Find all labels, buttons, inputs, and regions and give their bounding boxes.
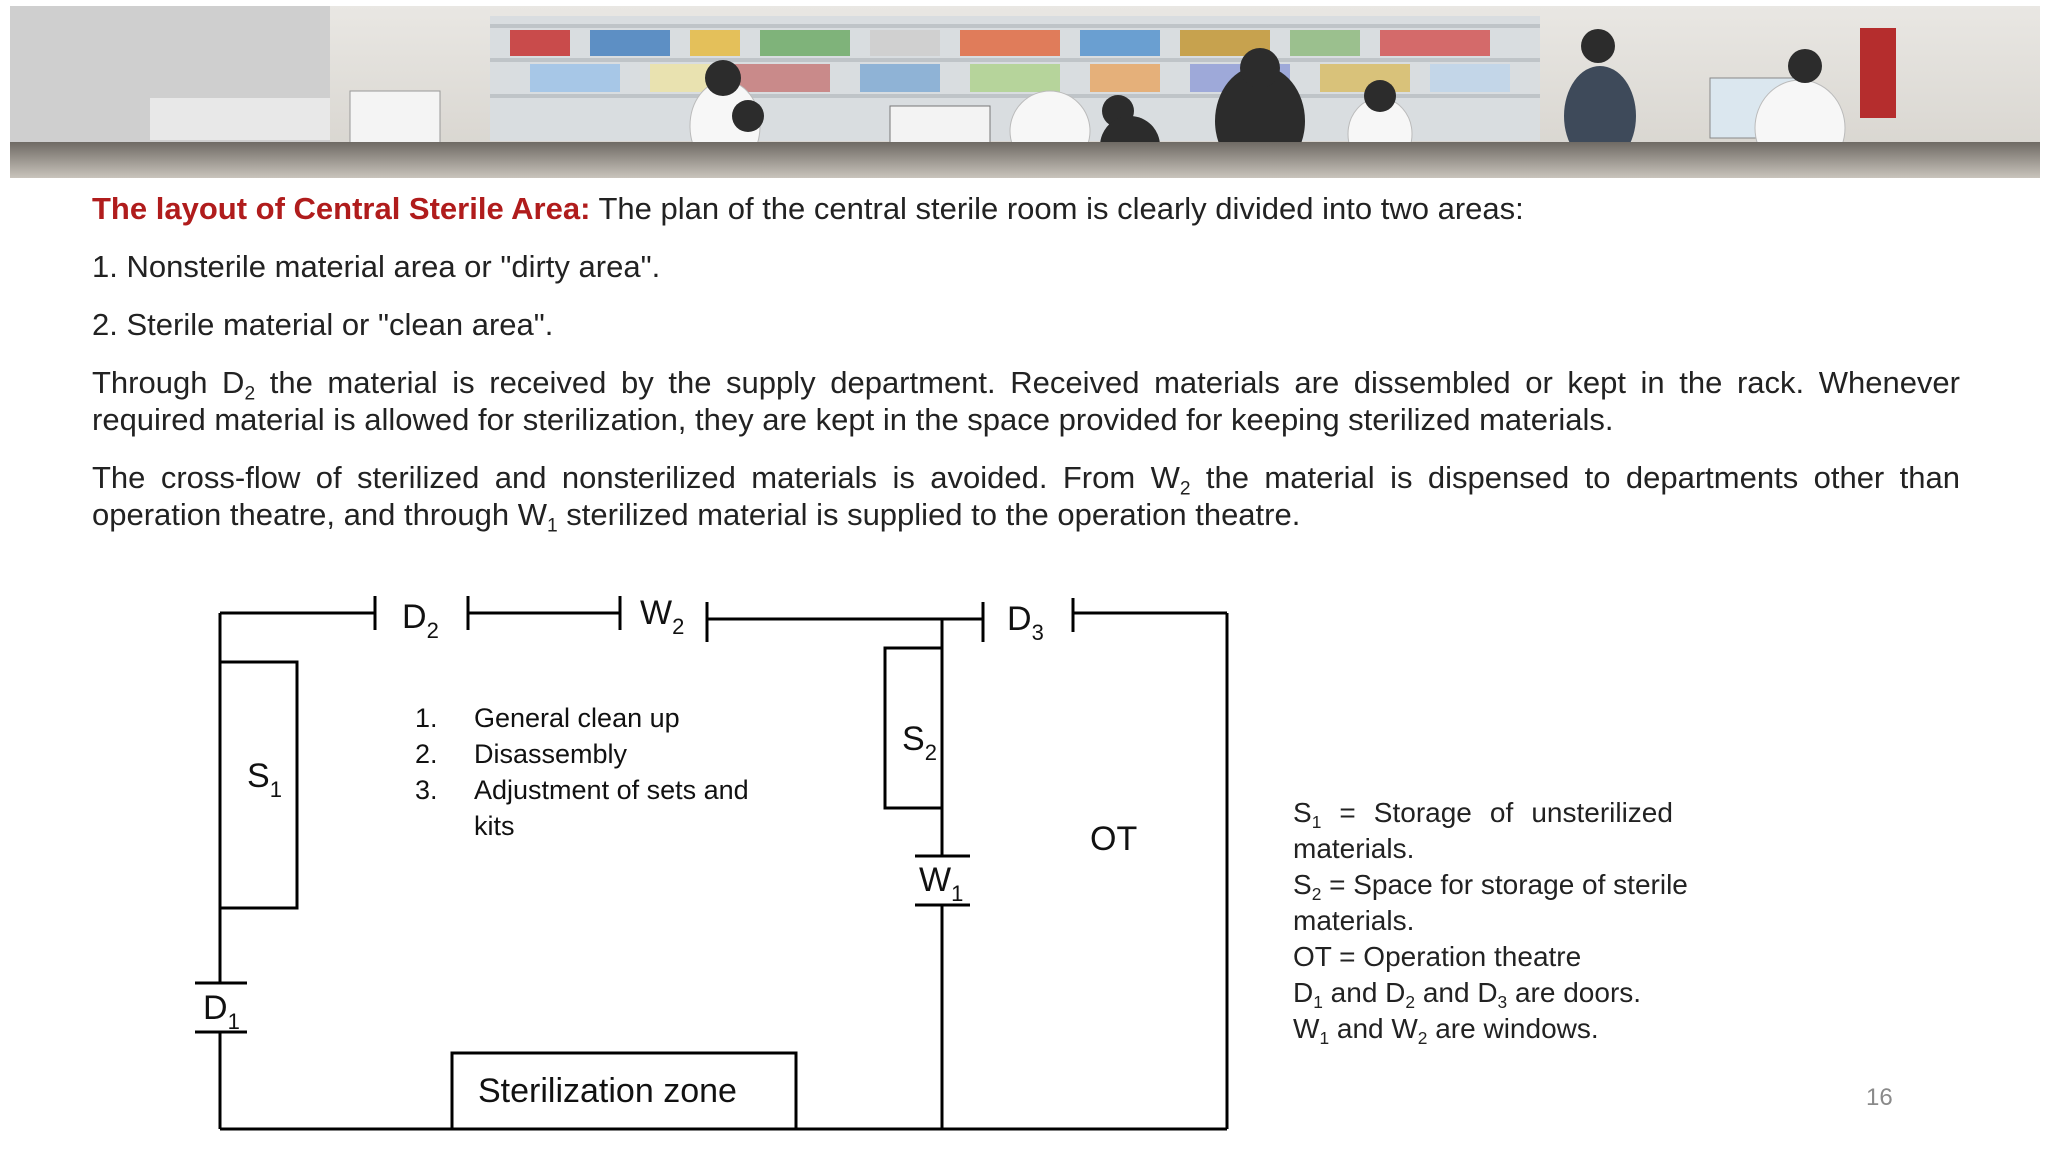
step-2-number: 2.: [415, 739, 438, 769]
step-3-text: Adjustment of sets and: [474, 775, 749, 805]
legend-s1-cont: materials.: [1293, 833, 1415, 864]
legend-s2: $S_2$ = Space for storage of sterile: [1293, 869, 1688, 905]
step-1-number: 1.: [415, 703, 438, 733]
label-s1: $S_1$: [247, 757, 282, 802]
floor-plan-walls: [195, 596, 1227, 1129]
label-s2: $S_2$: [902, 720, 937, 765]
label-d2: $D_2$: [402, 598, 439, 643]
legend-ot: OT = Operation theatre: [1293, 941, 1582, 972]
para2-sub-a: 2: [1179, 478, 1191, 500]
para1-sub: 2: [244, 383, 256, 405]
label-d3: $D_3$: [1007, 600, 1044, 645]
step-1-text: General clean up: [474, 703, 680, 733]
label-d1: $D_1$: [203, 989, 240, 1034]
legend-doors: $D_1$ and $D_2$ and $D_3$ are doors.: [1293, 977, 1642, 1013]
para2-sub-b: 1: [546, 515, 558, 537]
section-heading: The layout of Central Sterile Area:: [92, 191, 591, 226]
step-3-number: 3.: [415, 775, 438, 805]
step-2-text: Disassembly: [474, 739, 628, 769]
legend-s2-cont: materials.: [1293, 905, 1415, 936]
intro-text: The plan of the central sterile room is clearly divided into two areas:: [590, 191, 1524, 226]
legend-windows: $W_1$ and $W_2$ are windows.: [1293, 1013, 1599, 1049]
diagram-legend: [1293, 795, 1688, 1049]
label-ot: OT: [1090, 820, 1138, 858]
page-number: 16: [1866, 1084, 1893, 1111]
sterilization-zone-label: Sterilization zone: [478, 1072, 737, 1110]
list-item-2: 2. Sterile material or "clean area".: [92, 307, 554, 342]
para2-text-c: sterilized material is supplied to the operation theatre.: [557, 497, 1301, 532]
para1-text-b: the material is received by the supply department. Received materials are dissembled or kept in the rack. Whenever required material is allowed for sterilization, they are kept in the space provided for keeping sterilized materials.: [92, 365, 1960, 437]
para2-text-a: The cross-flow of sterilized and nonsterilized materials is avoided. From W: [92, 460, 1180, 495]
para2-text-b: the material is dispensed to departments other than operation theatre, and through W: [92, 460, 1960, 532]
para1-text-a: Through D: [92, 365, 245, 400]
legend-s1: $S_1$ = Storage of unsterilized: [1293, 797, 1673, 833]
label-w2: $W_2$: [640, 594, 685, 639]
label-w1: $W_1$: [919, 861, 964, 906]
list-item-1: 1. Nonsterile material area or "dirty area".: [92, 249, 661, 284]
step-3-text-cont: kits: [474, 811, 515, 841]
